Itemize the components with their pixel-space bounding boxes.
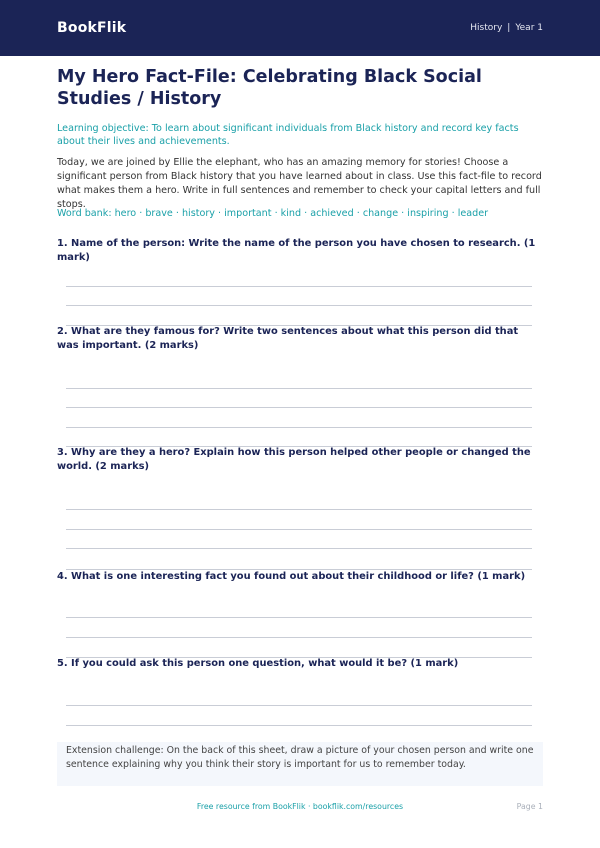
page-number: Page 1 [516,802,543,811]
answer-line[interactable] [66,705,532,706]
intro-paragraph: Today, we are joined by Ellie the elephant, who has an amazing memory for stories! Choose a significant person from Black history that you have learned about in class. Use this fact-file to record what makes them a hero. Write in full sentences and remember to check your capital letters and full stops. [57,157,542,210]
question-2: 2. What are they famous for? Write two sentences about what this person did that was important. (2 marks) [57,326,519,351]
answer-line[interactable] [66,388,532,389]
year-label: Year 1 [515,23,543,33]
footer-credit-link[interactable]: Free resource from BookFlik · bookflik.com/resources [196,802,404,811]
page-footer [0,802,600,814]
meta-separator: | [507,23,511,33]
question-3: 3. Why are they a hero? Explain how this person helped other people or changed the world. (2 marks) [57,447,531,472]
question-4: 4. What is one interesting fact you found out about their childhood or life? (1 mark) [57,571,526,582]
answer-line[interactable] [66,286,532,287]
page-header [0,0,600,56]
extension-challenge [57,742,543,786]
extension-text: Extension challenge: On the back of this sheet, draw a picture of your chosen person and write one sentence explaining why you think their story is important for us to remember today. [66,745,534,770]
page-title: My Hero Fact-File: Celebrating Black Social Studies / History [57,67,482,109]
answer-line[interactable] [66,637,532,638]
answer-line[interactable] [66,407,532,408]
answer-line[interactable] [66,529,532,530]
answer-line[interactable] [66,509,532,510]
answer-line[interactable] [66,548,532,549]
answer-line[interactable] [66,617,532,618]
subject-label: History [470,23,503,33]
header-meta [470,23,543,33]
learning-objective: Learning objective: To learn about significant individuals from Black history and record key facts about their lives and achievements. [57,123,519,147]
brand-logo: BookFlik [57,20,127,36]
word-bank: Word bank: hero · brave · history · important · kind · achieved · change · inspiring · leader [57,208,489,219]
answer-line[interactable] [66,725,532,726]
question-5: 5. If you could ask this person one question, what would it be? (1 mark) [57,658,459,669]
answer-line[interactable] [66,427,532,428]
question-1: 1. Name of the person: Write the name of the person you have chosen to research. (1 mark) [57,238,536,263]
answer-line[interactable] [66,305,532,306]
